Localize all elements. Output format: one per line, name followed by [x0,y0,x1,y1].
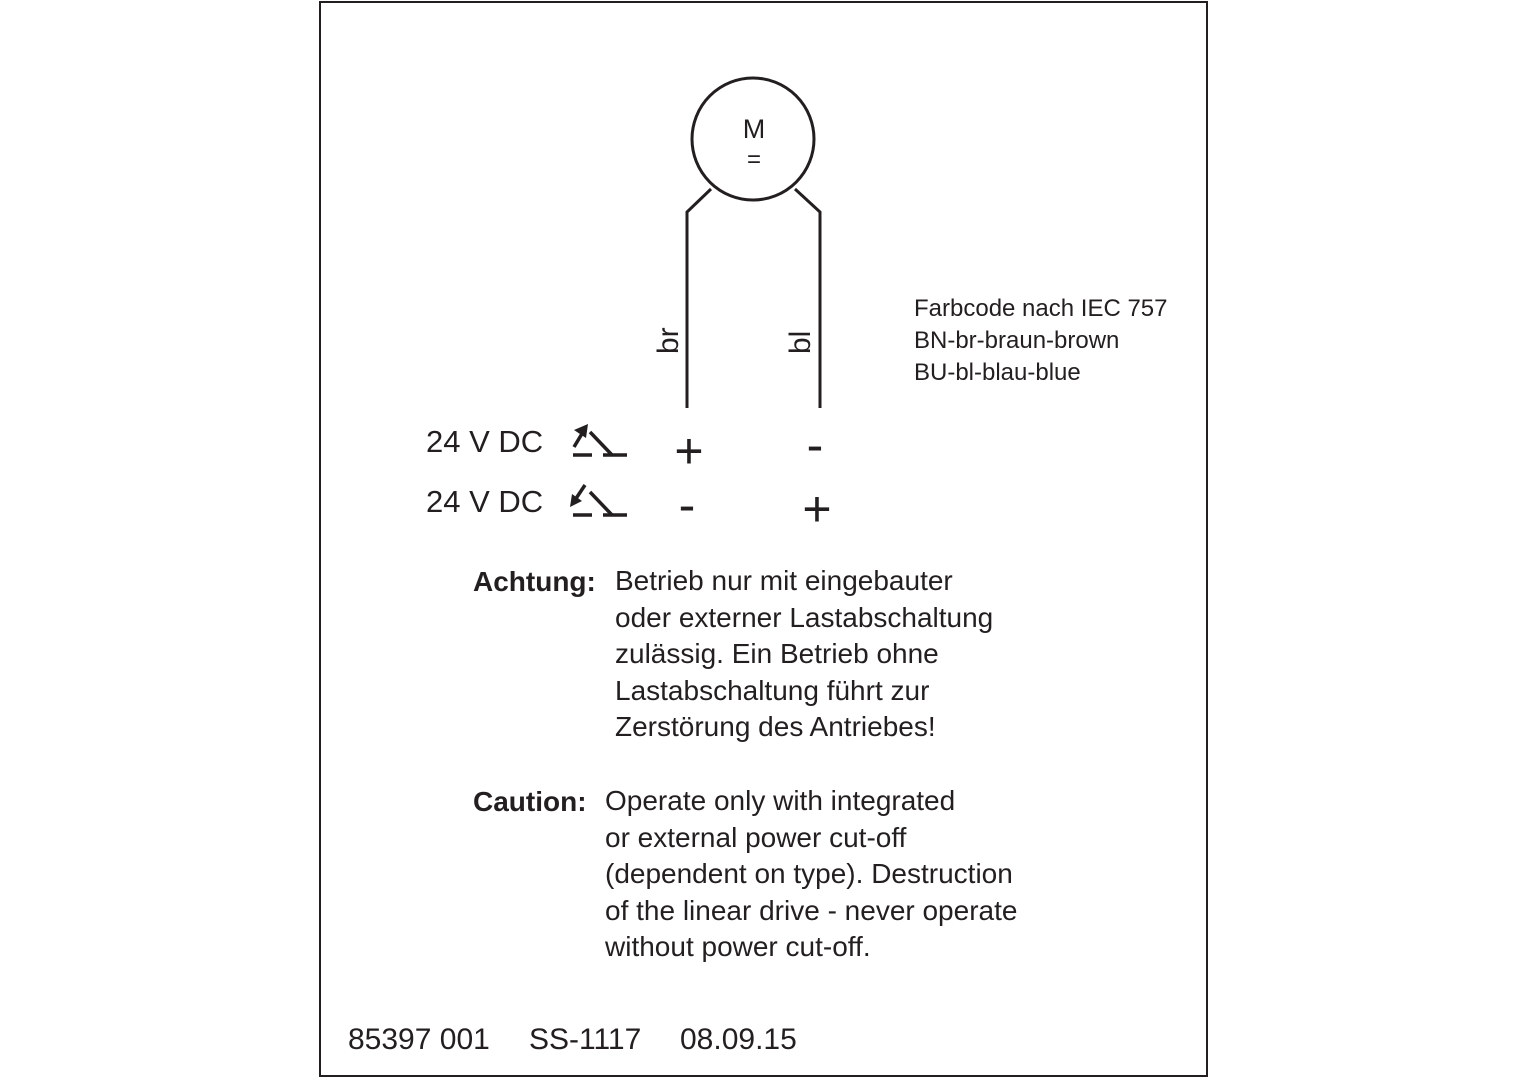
warning-english-line: without power cut-off. [605,931,871,962]
wire-label-brown: br [652,327,685,354]
footer-date: 08.09.15 [680,1023,797,1056]
warning-german-line: Lastabschaltung führt zur [615,674,930,706]
polarity-retract-brown: - [678,477,696,533]
wire-brown [687,189,711,408]
voltage-label-extend: 24 V DC [426,424,544,459]
warning-english-line: of the linear drive - never operate [605,894,1018,926]
wire-blue [795,189,820,408]
color-code-title: Farbcode nach IEC 757 [914,295,1168,322]
footer-part-number: 85397 001 [348,1023,490,1056]
polarity-extend-blue: - [806,417,824,473]
polarity-retract-blue: + [802,481,832,537]
warning-german-line: Betrieb nur mit eingebauter [615,565,953,596]
warning-german-line: zulässig. Ein Betrieb ohne [615,638,939,669]
switch-extend-icon [573,424,627,455]
footer-doc-code: SS-1117 [529,1023,642,1056]
warning-heading-german: Achtung: [473,566,596,597]
warning-english-line: or external power cut-off [605,821,907,853]
wire-label-blue: bl [784,330,817,354]
color-code-brown: BN-br-braun-brown [914,327,1120,354]
color-code-legend [914,293,1168,389]
warning-german-line: oder externer Lastabschaltung [615,601,994,633]
switch-retract-icon [570,485,627,515]
voltage-label-retract: 24 V DC [426,484,544,519]
polarity-extend-brown: + [674,423,704,479]
color-code-blue: BU-bl-blau-blue [914,359,1081,386]
motor-dc-symbol: = [746,146,761,173]
warning-english-line: Operate only with integrated [605,785,956,816]
warning-heading-english: Caution: [473,786,587,817]
warning-english-line: (dependent on type). Destruction [605,858,1013,889]
warning-text-english [605,783,1017,966]
motor-label: M [742,114,766,144]
warning-german-line: Zerstörung des Antriebes! [615,711,936,742]
warning-text-german [615,563,993,746]
